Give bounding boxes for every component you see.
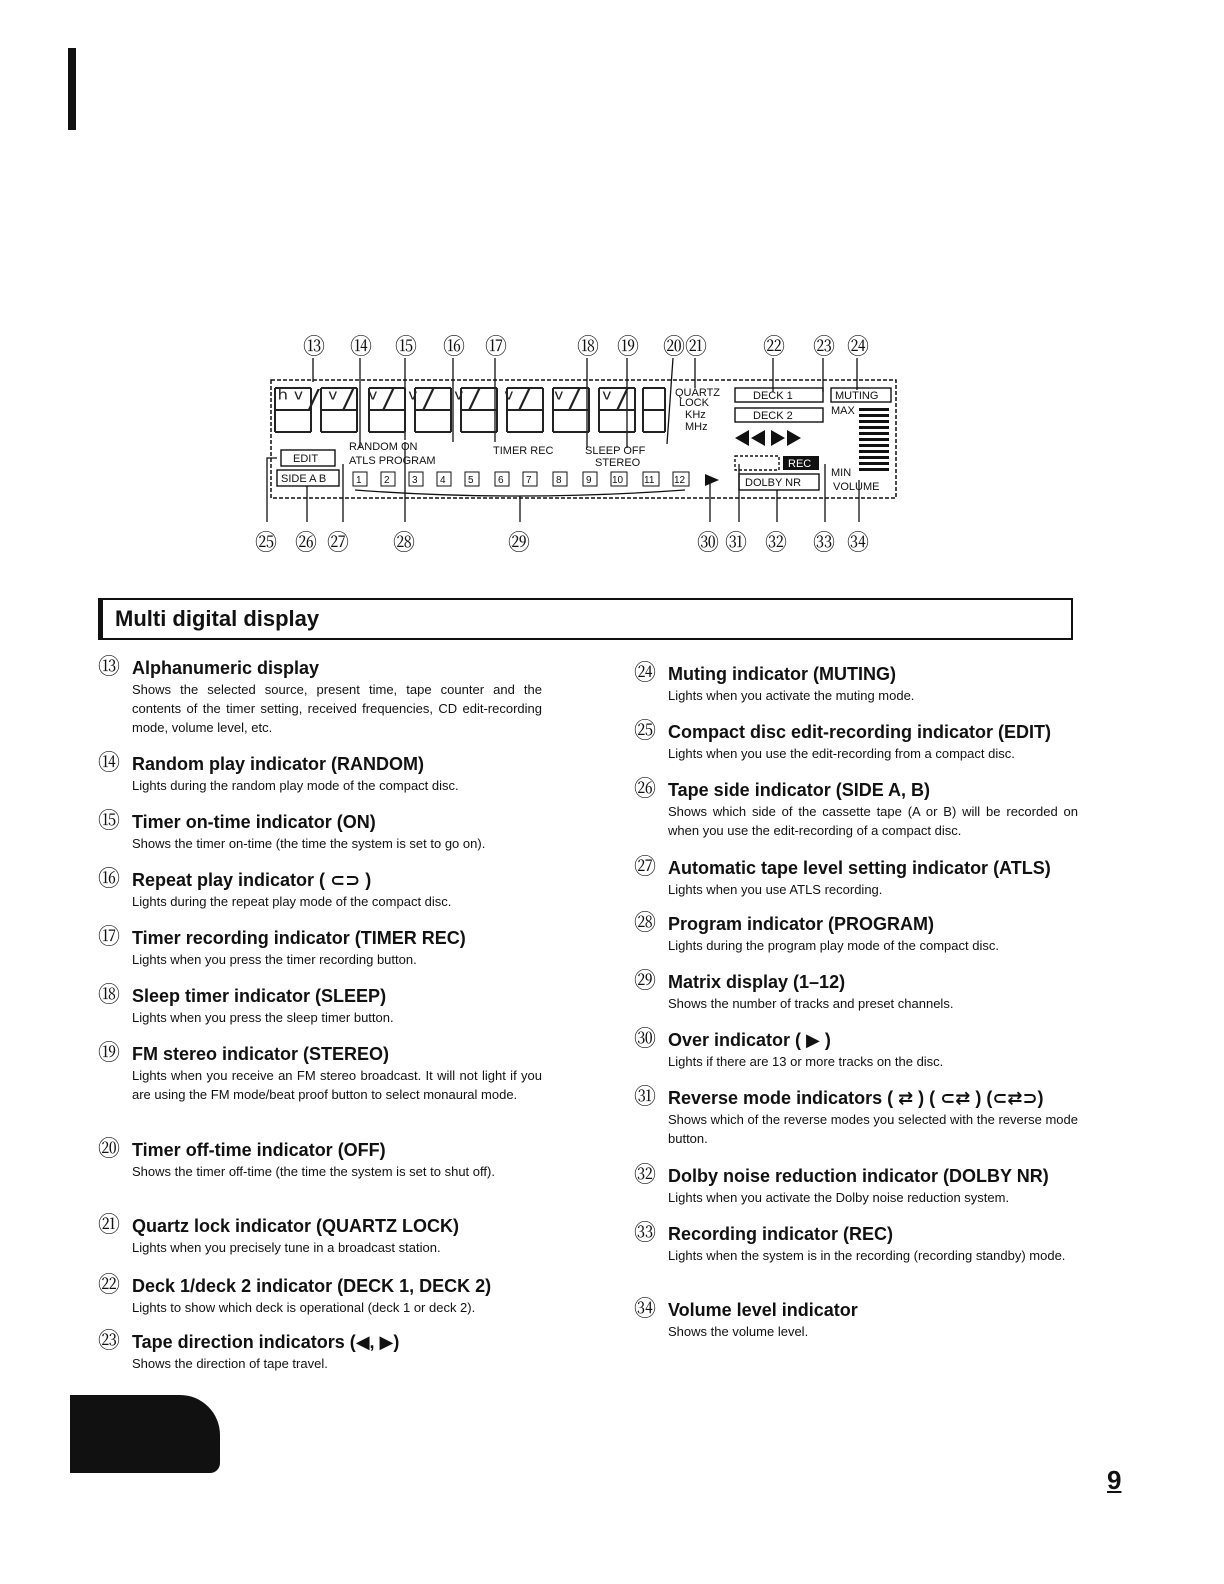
callout-14: ⑭ bbox=[350, 335, 373, 360]
item-20 bbox=[98, 1138, 542, 1181]
item-title: Reverse mode indicators ( ⇄ ) ( ⊂⇄ ) (⊂⇄⊃) bbox=[668, 1088, 1044, 1108]
display-diagram bbox=[255, 330, 915, 560]
callout-21: ㉑ bbox=[685, 335, 708, 360]
item-title: Recording indicator (REC) bbox=[668, 1224, 894, 1244]
callout-15: ⑮ bbox=[395, 335, 418, 360]
item-desc: Shows the timer on-time (the time the system is set to go on). bbox=[132, 836, 486, 851]
item-number: ㉞ bbox=[634, 1297, 657, 1322]
item-21 bbox=[98, 1214, 542, 1257]
item-number: ㉖ bbox=[634, 777, 657, 802]
item-desc: Lights when you press the timer recording button. bbox=[132, 952, 417, 967]
item-number: ㉑ bbox=[98, 1213, 121, 1238]
svg-text:4: 4 bbox=[440, 475, 446, 486]
item-title: Timer off-time indicator (OFF) bbox=[132, 1140, 386, 1160]
item-number: ㉒ bbox=[98, 1273, 121, 1298]
item-number: ㉔ bbox=[634, 661, 657, 686]
item-desc: Lights during the random play mode of the compact disc. bbox=[132, 778, 459, 793]
callout-34: ㉞ bbox=[847, 531, 870, 556]
callout-25: ㉕ bbox=[255, 531, 278, 556]
callout-26: ㉖ bbox=[295, 531, 318, 556]
item-19 bbox=[98, 1042, 542, 1104]
callout-18: ⑱ bbox=[577, 335, 600, 360]
svg-text:3: 3 bbox=[412, 475, 418, 486]
item-number: ⑲ bbox=[98, 1041, 121, 1066]
svg-text:9: 9 bbox=[586, 475, 592, 486]
matrix-display bbox=[353, 472, 689, 486]
item-title: Timer recording indicator (TIMER REC) bbox=[132, 928, 466, 948]
max-label: MAX bbox=[831, 405, 855, 417]
item-title: Volume level indicator bbox=[668, 1300, 858, 1320]
item-title: Tape side indicator (SIDE A, B) bbox=[668, 780, 931, 800]
over-indicator-icon bbox=[705, 474, 719, 486]
item-number: ⑯ bbox=[98, 867, 121, 892]
svg-text:6: 6 bbox=[498, 475, 504, 486]
item-number: ㉙ bbox=[634, 969, 657, 994]
item-34 bbox=[634, 1298, 1078, 1341]
item-desc: Lights during the program play mode of the compact disc. bbox=[668, 938, 999, 953]
item-title: Muting indicator (MUTING) bbox=[668, 664, 896, 684]
callout-20: ⑳ bbox=[663, 335, 686, 360]
bottom-callouts bbox=[255, 531, 869, 556]
svg-text:ᵛ/: ᵛ/ bbox=[599, 385, 631, 415]
item-number: ㉕ bbox=[634, 719, 657, 744]
svg-text:ᵛ/: ᵛ/ bbox=[365, 385, 397, 415]
item-31 bbox=[634, 1086, 1078, 1148]
item-number: ⑳ bbox=[98, 1137, 121, 1162]
item-number: ⑱ bbox=[98, 983, 121, 1008]
callout-30: ㉚ bbox=[697, 531, 720, 556]
svg-text:2: 2 bbox=[384, 475, 390, 486]
item-title: Matrix display (1–12) bbox=[668, 972, 846, 992]
rec-label: REC bbox=[788, 458, 812, 470]
item-desc: Lights when you precisely tune in a broadcast station. bbox=[132, 1240, 441, 1255]
deck2-label: DECK 2 bbox=[753, 410, 793, 422]
item-desc: Lights when you activate the muting mode. bbox=[668, 688, 915, 703]
item-desc: Lights to show which deck is operational (deck 1 or deck 2). bbox=[132, 1300, 476, 1315]
svg-text:12: 12 bbox=[674, 475, 686, 486]
item-title: Alphanumeric display bbox=[132, 658, 320, 678]
item-number: ⑭ bbox=[98, 751, 121, 776]
item-title: Automatic tape level setting indicator (ATLS) bbox=[668, 858, 1051, 878]
item-desc: Lights when you press the sleep timer button. bbox=[132, 1010, 394, 1025]
callout-22: ㉒ bbox=[763, 335, 786, 360]
item-29 bbox=[634, 970, 1078, 1013]
item-16 bbox=[98, 868, 542, 911]
callout-17: ⑰ bbox=[485, 335, 508, 360]
section-title: Multi digital display bbox=[115, 606, 320, 631]
item-32 bbox=[634, 1164, 1078, 1207]
item-title: Timer on-time indicator (ON) bbox=[132, 812, 376, 832]
item-desc: Lights when you use the edit-recording from a compact disc. bbox=[668, 746, 1015, 761]
callout-33: ㉝ bbox=[813, 531, 836, 556]
callout-29: ㉙ bbox=[508, 531, 531, 556]
khz-label: KHz bbox=[685, 409, 706, 421]
item-33 bbox=[634, 1222, 1078, 1265]
item-desc: Shows which side of the cassette tape (A or B) will be recorded on when you use the edit-recording of a compact disc. bbox=[668, 804, 1078, 838]
item-desc: Shows the volume level. bbox=[668, 1324, 809, 1339]
svg-text:ᵛ/: ᵛ/ bbox=[551, 385, 583, 415]
item-desc: Lights when you use ATLS recording. bbox=[668, 882, 883, 897]
item-number: ㉚ bbox=[634, 1027, 657, 1052]
svg-text:11: 11 bbox=[644, 475, 655, 486]
callout-28: ㉘ bbox=[393, 531, 416, 556]
item-14 bbox=[98, 752, 542, 795]
item-number: ㉘ bbox=[634, 911, 657, 936]
scan-mark bbox=[68, 48, 76, 130]
item-title: Over indicator ( ▶ ) bbox=[668, 1030, 831, 1050]
atls-program-label: ATLS PROGRAM bbox=[349, 455, 436, 467]
item-24 bbox=[634, 662, 1078, 705]
item-number: ㉓ bbox=[98, 1329, 121, 1354]
item-title: Deck 1/deck 2 indicator (DECK 1, DECK 2) bbox=[132, 1276, 492, 1296]
svg-text:5: 5 bbox=[468, 475, 474, 486]
callout-23: ㉓ bbox=[813, 335, 836, 360]
sleep-off-label: SLEEP OFF bbox=[585, 445, 646, 457]
stereo-label: STEREO bbox=[595, 457, 641, 469]
item-title: Tape direction indicators (◀, ▶) bbox=[132, 1332, 400, 1352]
muting-label: MUTING bbox=[835, 390, 879, 402]
deck1-label: DECK 1 bbox=[753, 390, 793, 402]
item-26 bbox=[634, 778, 1078, 840]
item-title: Quartz lock indicator (QUARTZ LOCK) bbox=[132, 1216, 460, 1236]
item-desc: Shows the selected source, present time, tape counter and the contents of the timer setting, received frequencies, CD edit-recording mode, volume level, etc. bbox=[132, 682, 542, 735]
item-desc: Lights when the system is in the recording (recording standby) mode. bbox=[668, 1248, 1066, 1263]
item-number: ㉝ bbox=[634, 1221, 657, 1246]
item-number: ㉛ bbox=[634, 1085, 657, 1110]
item-title: Random play indicator (RANDOM) bbox=[132, 754, 425, 774]
callout-27: ㉗ bbox=[327, 531, 350, 556]
tape-direction-icon bbox=[735, 430, 801, 446]
random-on-label: RANDOM ON bbox=[349, 441, 418, 453]
item-desc: Lights when you activate the Dolby noise reduction system. bbox=[668, 1190, 1010, 1205]
lock-label: LOCK bbox=[679, 397, 709, 409]
item-desc: Shows the direction of tape travel. bbox=[132, 1356, 328, 1371]
callout-16: ⑯ bbox=[443, 335, 466, 360]
callout-31: ㉛ bbox=[725, 531, 748, 556]
quartz-label: QUARTZ bbox=[675, 387, 721, 399]
callout-19: ⑲ bbox=[617, 335, 640, 360]
item-number: ⑮ bbox=[98, 809, 121, 834]
svg-text:7: 7 bbox=[526, 475, 532, 486]
side-ab-label: SIDE A B bbox=[281, 473, 327, 485]
item-title: Repeat play indicator ( ⊂⊃ ) bbox=[132, 870, 372, 890]
item-desc: Lights if there are 13 or more tracks on the disc. bbox=[668, 1054, 944, 1069]
item-22 bbox=[98, 1274, 542, 1317]
svg-text:ᵛ/: ᵛ/ bbox=[405, 385, 437, 415]
scan-mark bbox=[70, 1395, 220, 1473]
item-title: Compact disc edit-recording indicator (EDIT) bbox=[668, 722, 1052, 742]
item-30 bbox=[634, 1028, 1078, 1071]
section-header bbox=[98, 598, 1073, 640]
svg-text:1: 1 bbox=[356, 475, 362, 486]
svg-text:ᵛ/: ᵛ/ bbox=[501, 385, 533, 415]
svg-text:ʰᵛ/: ʰᵛ/ bbox=[275, 385, 322, 415]
item-23 bbox=[98, 1330, 542, 1373]
item-number: ⑰ bbox=[98, 925, 121, 950]
item-desc: Shows the timer off-time (the time the system is set to shut off). bbox=[132, 1164, 495, 1179]
item-desc: Shows the number of tracks and preset channels. bbox=[668, 996, 954, 1011]
item-title: Dolby noise reduction indicator (DOLBY NR) bbox=[668, 1166, 1049, 1186]
item-title: Program indicator (PROGRAM) bbox=[668, 914, 935, 934]
item-13 bbox=[98, 656, 542, 737]
item-number: ㉗ bbox=[634, 855, 657, 880]
item-desc: Lights when you receive an FM stereo broadcast. It will not light if you are using the FM mode/beat proof button to select monaural mode. bbox=[132, 1068, 542, 1102]
item-27 bbox=[634, 856, 1078, 899]
mhz-label: MHz bbox=[685, 421, 708, 433]
volume-bars bbox=[859, 408, 889, 471]
item-17 bbox=[98, 926, 542, 969]
item-number: ⑬ bbox=[98, 655, 121, 680]
item-15 bbox=[98, 810, 542, 853]
item-28 bbox=[634, 912, 1078, 955]
page-number: 9 bbox=[1107, 1465, 1122, 1495]
item-number: ㉜ bbox=[634, 1163, 657, 1188]
timer-rec-label: TIMER REC bbox=[493, 445, 554, 457]
top-callouts bbox=[303, 335, 869, 360]
item-25 bbox=[634, 720, 1078, 763]
callout-13: ⑬ bbox=[303, 335, 326, 360]
callout-32: ㉜ bbox=[765, 531, 788, 556]
min-label: MIN bbox=[831, 467, 852, 479]
edit-label: EDIT bbox=[293, 453, 319, 465]
svg-text:8: 8 bbox=[556, 475, 562, 486]
callout-24: ㉔ bbox=[847, 335, 870, 360]
volume-label: VOLUME bbox=[833, 481, 880, 493]
item-desc: Lights during the repeat play mode of the compact disc. bbox=[132, 894, 452, 909]
svg-text:ᵛ/: ᵛ/ bbox=[451, 385, 483, 415]
item-18 bbox=[98, 984, 542, 1027]
item-title: Sleep timer indicator (SLEEP) bbox=[132, 986, 387, 1006]
dolby-nr-label: DOLBY NR bbox=[745, 477, 802, 489]
item-title: FM stereo indicator (STEREO) bbox=[132, 1044, 390, 1064]
svg-text:ᵛ/: ᵛ/ bbox=[325, 385, 357, 415]
svg-text:10: 10 bbox=[612, 475, 624, 486]
item-desc: Shows which of the reverse modes you selected with the reverse mode button. bbox=[668, 1112, 1078, 1146]
